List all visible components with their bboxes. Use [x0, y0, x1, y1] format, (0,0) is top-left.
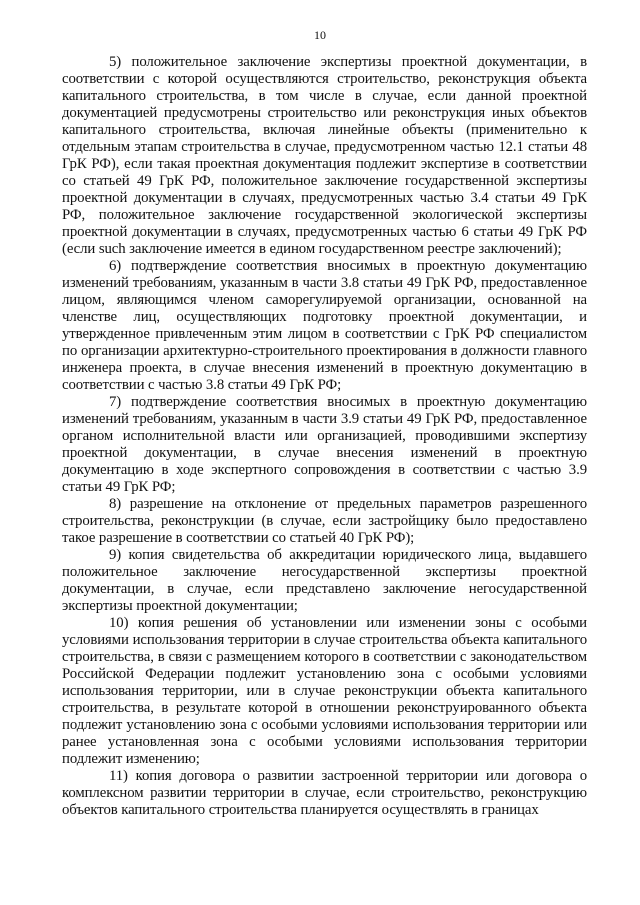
paragraph-item-5: 5) положительное заключение экспертизы проектной документации, в соответствии с которой осуществляются строительство, реконструкция объекта капитального строительства, в том числе в случае, если данной проектной документацией предусмотрены строительство или реконструкция иных объектов капитального строительства, включая линейные объекты (применительно к отдельным этапам строительства в случае, предусмотренном частью 12.1 статьи 48 ГрК РФ), если такая проектная документация подлежит экспертизе в соответствии со статьей 49 ГрК РФ, положительное заключение государственной экспертизы проектной документации в случаях, предусмотренных частью 3.4 статьи 49 ГрК РФ, положительное заключение государственной экологической экспертизы проектной документации в случаях, предусмотренных частью 6 статьи 49 ГрК РФ (если such заключение имеется в едином государственном реестре заключений);: [62, 54, 587, 257]
paragraph-item-8: 8) разрешение на отклонение от предельных параметров разрешенного строительства, реконструкции (в случае, если застройщику было предоставлено такое разрешение в соответствии со статьей 40 ГрК РФ);: [62, 496, 587, 546]
paragraph-item-10: 10) копия решения об установлении или изменении зоны с особыми условиями использования территории в случае строительства объекта капитального строительства, в связи с размещением которого в соответствии с законодательством Российской Федерации подлежит установлению зона с особыми условиями использования территории, или в случае реконструкции объекта капитального строительства, в результате которой в отношении реконструированного объекта подлежит установлению зона с особыми условиями использования территории или ранее установленная зона с особыми условиями использования территории подлежит изменению;: [62, 615, 587, 767]
paragraph-item-6: 6) подтверждение соответствия вносимых в проектную документацию изменений требованиям, указанным в части 3.8 статьи 49 ГрК РФ, предоставленное лицом, являющимся членом саморегулируемой организации, основанной на членстве лиц, осуществляющих подготовку проектной документации, и утвержденное привлеченным этим лицом в соответствии с ГрК РФ специалистом по организации архитектурно-строительного проектирования в должности главного инженера проекта, в случае внесения изменений в проектную документацию в соответствии с частью 3.8 статьи 49 ГрК РФ;: [62, 258, 587, 393]
document-body: [62, 54, 587, 819]
paragraph-item-9: 9) копия свидетельства об аккредитации юридического лица, выдавшего положительное заключение негосударственной экспертизы проектной документации, в случае, если представлено заключение негосударственной экспертизы проектной документации;: [62, 547, 587, 614]
paragraph-item-7: 7) подтверждение соответствия вносимых в проектную документацию изменений требованиям, указанным в части 3.9 статьи 49 ГрК РФ, предоставленное органом исполнительной власти или организацией, проводившими экспертизу проектной документации, в случае внесения изменений в проектную документацию в ходе экспертного сопровождения в соответствии с частью 3.9 статьи 49 ГрК РФ;: [62, 394, 587, 495]
page-number: 10: [314, 28, 326, 42]
paragraph-item-11: 11) копия договора о развитии застроенной территории или договора о комплексном развитии территории в случае, если строительство, реконструкцию объектов капитального строительства планируется осуществлять в границах: [62, 768, 587, 818]
